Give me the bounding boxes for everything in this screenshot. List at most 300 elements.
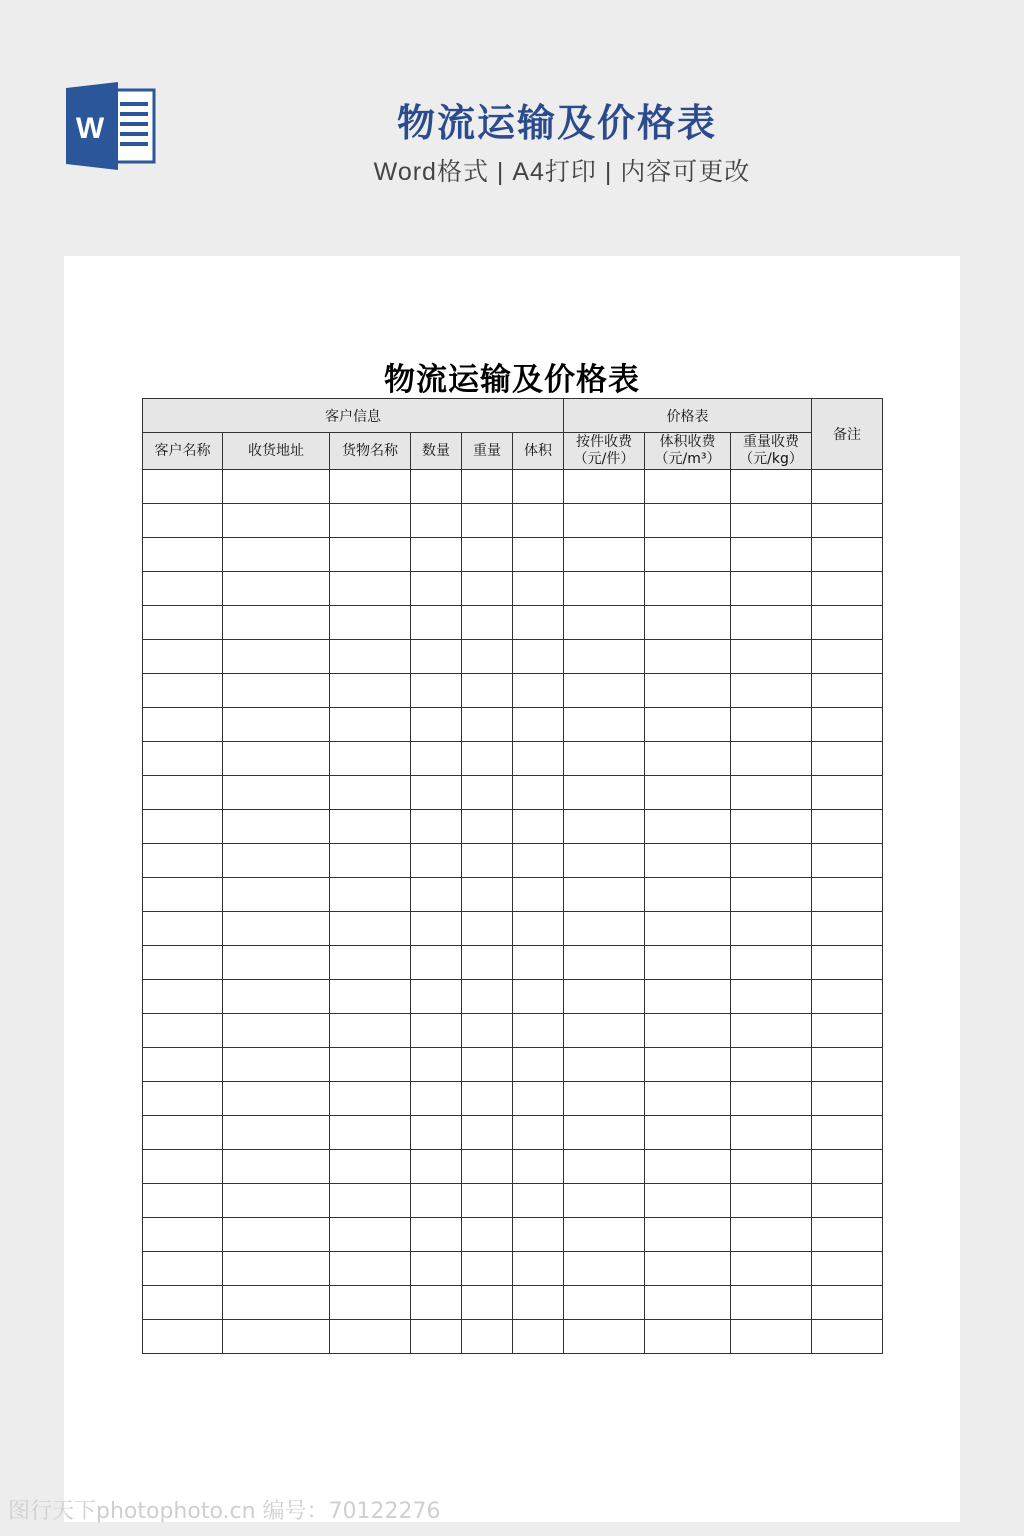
table-cell[interactable] — [223, 946, 330, 980]
table-cell[interactable] — [223, 912, 330, 946]
table-cell[interactable] — [564, 912, 645, 946]
table-cell[interactable] — [462, 776, 513, 810]
table-cell[interactable] — [223, 538, 330, 572]
table-cell[interactable] — [513, 1184, 564, 1218]
table-cell[interactable] — [223, 1014, 330, 1048]
table-cell[interactable] — [564, 946, 645, 980]
column-header-label: 体积收费 — [659, 434, 716, 450]
table-cell[interactable] — [223, 810, 330, 844]
column-header — [411, 433, 462, 470]
table-row — [143, 1014, 883, 1048]
table-cell[interactable] — [731, 1082, 812, 1116]
table-cell[interactable] — [812, 1218, 883, 1252]
table-cell[interactable] — [462, 878, 513, 912]
table-cell[interactable] — [812, 504, 883, 538]
table-cell[interactable] — [731, 742, 812, 776]
table-cell[interactable] — [143, 1286, 223, 1320]
table-cell[interactable] — [143, 810, 223, 844]
table-cell[interactable] — [330, 1252, 411, 1286]
table-cell[interactable] — [411, 470, 462, 504]
table-cell[interactable] — [462, 1150, 513, 1184]
table-cell[interactable] — [731, 810, 812, 844]
table-cell[interactable] — [645, 504, 731, 538]
table-cell[interactable] — [645, 912, 731, 946]
table-cell[interactable] — [411, 912, 462, 946]
table-cell[interactable] — [330, 1048, 411, 1082]
table-cell[interactable] — [411, 742, 462, 776]
table-cell[interactable] — [812, 572, 883, 606]
table-cell[interactable] — [812, 912, 883, 946]
table-cell[interactable] — [564, 776, 645, 810]
table-cell[interactable] — [812, 1150, 883, 1184]
table-row — [143, 708, 883, 742]
column-header — [223, 433, 330, 470]
table-cell[interactable] — [513, 674, 564, 708]
table-cell[interactable] — [223, 1116, 330, 1150]
table-cell[interactable] — [564, 1150, 645, 1184]
table-cell[interactable] — [411, 1116, 462, 1150]
table-cell[interactable] — [143, 742, 223, 776]
table-cell[interactable] — [513, 878, 564, 912]
table-cell[interactable] — [462, 742, 513, 776]
table-cell[interactable] — [462, 1116, 513, 1150]
table-cell[interactable] — [645, 470, 731, 504]
table-cell[interactable] — [330, 742, 411, 776]
table-cell[interactable] — [812, 776, 883, 810]
table-cell[interactable] — [411, 1184, 462, 1218]
table-cell[interactable] — [645, 1048, 731, 1082]
table-cell[interactable] — [330, 708, 411, 742]
table-cell[interactable] — [462, 946, 513, 980]
table-cell[interactable] — [411, 606, 462, 640]
table-cell[interactable] — [513, 470, 564, 504]
table-cell[interactable] — [411, 640, 462, 674]
table-cell[interactable] — [462, 1252, 513, 1286]
table-cell[interactable] — [223, 1082, 330, 1116]
table-cell[interactable] — [411, 1286, 462, 1320]
table-cell[interactable] — [731, 572, 812, 606]
table-cell[interactable] — [645, 674, 731, 708]
table-cell[interactable] — [812, 810, 883, 844]
table-cell[interactable] — [143, 1082, 223, 1116]
table-cell[interactable] — [812, 1082, 883, 1116]
table-cell[interactable] — [462, 504, 513, 538]
table-cell[interactable] — [411, 674, 462, 708]
table-cell[interactable] — [330, 640, 411, 674]
table-cell[interactable] — [513, 844, 564, 878]
table-cell[interactable] — [143, 1252, 223, 1286]
table-cell[interactable] — [462, 980, 513, 1014]
column-header-label: 体积 — [524, 442, 552, 459]
table-cell[interactable] — [223, 470, 330, 504]
table-row — [143, 878, 883, 912]
table-cell[interactable] — [411, 504, 462, 538]
table-cell[interactable] — [731, 1116, 812, 1150]
table-cell[interactable] — [645, 538, 731, 572]
table-cell[interactable] — [223, 1218, 330, 1252]
table-row — [143, 742, 883, 776]
table-cell[interactable] — [645, 844, 731, 878]
table-cell[interactable] — [731, 640, 812, 674]
table-cell[interactable] — [143, 946, 223, 980]
table-cell[interactable] — [462, 810, 513, 844]
table-cell[interactable] — [645, 606, 731, 640]
table-cell[interactable] — [645, 1218, 731, 1252]
table-cell[interactable] — [143, 606, 223, 640]
table-cell[interactable] — [645, 708, 731, 742]
table-cell[interactable] — [731, 1150, 812, 1184]
table-cell[interactable] — [411, 776, 462, 810]
table-cell[interactable] — [143, 776, 223, 810]
table-cell[interactable] — [330, 980, 411, 1014]
table-cell[interactable] — [731, 470, 812, 504]
table-cell[interactable] — [143, 470, 223, 504]
table-cell[interactable] — [143, 538, 223, 572]
column-header-label: 收货地址 — [248, 442, 304, 459]
table-cell[interactable] — [645, 810, 731, 844]
table-cell[interactable] — [812, 1014, 883, 1048]
table-cell[interactable] — [645, 946, 731, 980]
table-cell[interactable] — [223, 742, 330, 776]
table-cell[interactable] — [223, 844, 330, 878]
table-cell[interactable] — [143, 1014, 223, 1048]
table-cell[interactable] — [645, 742, 731, 776]
table-cell[interactable] — [330, 912, 411, 946]
table-cell[interactable] — [143, 640, 223, 674]
table-cell[interactable] — [513, 1082, 564, 1116]
table-cell[interactable] — [462, 1286, 513, 1320]
table-cell[interactable] — [564, 742, 645, 776]
table-cell[interactable] — [462, 1014, 513, 1048]
table-cell[interactable] — [564, 844, 645, 878]
column-header-unit: （元/kg） — [739, 451, 803, 467]
table-cell[interactable] — [513, 946, 564, 980]
table-cell[interactable] — [564, 504, 645, 538]
table-cell[interactable] — [462, 606, 513, 640]
watermark: 图行天下photophoto.cn 编号：70122276 — [8, 1499, 441, 1524]
table-cell[interactable] — [411, 844, 462, 878]
column-header — [143, 433, 223, 470]
table-cell[interactable] — [645, 776, 731, 810]
table-cell[interactable] — [731, 878, 812, 912]
table-cell[interactable] — [223, 776, 330, 810]
table-cell[interactable] — [645, 572, 731, 606]
column-header-label: 按件收费 — [576, 434, 632, 450]
table-cell[interactable] — [143, 1150, 223, 1184]
table-cell[interactable] — [812, 470, 883, 504]
table-cell[interactable] — [223, 572, 330, 606]
table-cell[interactable] — [223, 1048, 330, 1082]
table-cell[interactable] — [411, 878, 462, 912]
table-cell[interactable] — [812, 1286, 883, 1320]
column-header — [330, 433, 411, 470]
table-cell[interactable] — [731, 708, 812, 742]
table-cell[interactable] — [564, 1218, 645, 1252]
table-cell[interactable] — [330, 470, 411, 504]
table-cell[interactable] — [330, 1014, 411, 1048]
table-cell[interactable] — [564, 980, 645, 1014]
table-cell[interactable] — [513, 538, 564, 572]
table-cell[interactable] — [411, 1218, 462, 1252]
table-cell[interactable] — [223, 1184, 330, 1218]
table-cell[interactable] — [564, 810, 645, 844]
table-row — [143, 1252, 883, 1286]
table-cell[interactable] — [564, 1116, 645, 1150]
table-cell[interactable] — [564, 708, 645, 742]
table-cell[interactable] — [411, 1048, 462, 1082]
table-cell[interactable] — [731, 606, 812, 640]
table-cell[interactable] — [223, 606, 330, 640]
table-cell[interactable] — [645, 980, 731, 1014]
table-cell[interactable] — [143, 844, 223, 878]
table-row — [143, 946, 883, 980]
table-cell[interactable] — [513, 742, 564, 776]
table-cell[interactable] — [564, 1014, 645, 1048]
column-header-label: 数量 — [422, 442, 450, 459]
table-cell[interactable] — [330, 504, 411, 538]
table-cell[interactable] — [223, 1150, 330, 1184]
table-cell[interactable] — [513, 1252, 564, 1286]
table-cell[interactable] — [731, 980, 812, 1014]
table-cell[interactable] — [223, 1252, 330, 1286]
table-cell[interactable] — [330, 1150, 411, 1184]
table-cell[interactable] — [462, 640, 513, 674]
page-title: 物流运输及价格表 — [396, 103, 717, 145]
column-header — [645, 433, 731, 470]
table-cell[interactable] — [564, 674, 645, 708]
table-cell[interactable] — [330, 1286, 411, 1320]
table-cell[interactable] — [812, 1184, 883, 1218]
table-cell[interactable] — [731, 844, 812, 878]
table-cell[interactable] — [731, 946, 812, 980]
table-cell[interactable] — [330, 946, 411, 980]
table-cell[interactable] — [731, 1218, 812, 1252]
table-cell[interactable] — [731, 538, 812, 572]
table-cell[interactable] — [411, 946, 462, 980]
column-header-remarks: 备注 — [812, 399, 883, 470]
table-cell[interactable] — [731, 1184, 812, 1218]
table-cell[interactable] — [564, 1320, 645, 1354]
table-cell[interactable] — [143, 1116, 223, 1150]
table-cell[interactable] — [564, 572, 645, 606]
table-cell[interactable] — [330, 1320, 411, 1354]
table-cell[interactable] — [143, 912, 223, 946]
table-cell[interactable] — [462, 674, 513, 708]
table-cell[interactable] — [143, 674, 223, 708]
table-row — [143, 1048, 883, 1082]
table-cell[interactable] — [223, 878, 330, 912]
table-cell[interactable] — [462, 572, 513, 606]
table-cell[interactable] — [812, 946, 883, 980]
table-cell[interactable] — [812, 708, 883, 742]
table-cell[interactable] — [462, 708, 513, 742]
table-cell[interactable] — [731, 674, 812, 708]
table-cell[interactable] — [564, 1286, 645, 1320]
table-cell[interactable] — [645, 640, 731, 674]
table-cell[interactable] — [812, 980, 883, 1014]
table-row — [143, 572, 883, 606]
table-row — [143, 980, 883, 1014]
table-cell[interactable] — [812, 878, 883, 912]
table-cell[interactable] — [223, 708, 330, 742]
column-header — [731, 433, 812, 470]
table-cell[interactable] — [513, 1218, 564, 1252]
table-cell[interactable] — [411, 1150, 462, 1184]
table-cell[interactable] — [411, 1252, 462, 1286]
table-cell[interactable] — [411, 980, 462, 1014]
table-cell[interactable] — [731, 912, 812, 946]
table-cell[interactable] — [513, 912, 564, 946]
table-cell[interactable] — [143, 572, 223, 606]
table-cell[interactable] — [812, 1116, 883, 1150]
table-cell[interactable] — [462, 538, 513, 572]
table-cell[interactable] — [411, 810, 462, 844]
table-row — [143, 606, 883, 640]
table-row — [143, 776, 883, 810]
table-cell[interactable] — [564, 1082, 645, 1116]
table-cell[interactable] — [513, 1014, 564, 1048]
table-cell[interactable] — [330, 674, 411, 708]
column-header-label: 货物名称 — [342, 442, 398, 459]
table-cell[interactable] — [645, 1184, 731, 1218]
table-cell[interactable] — [330, 810, 411, 844]
table-cell[interactable] — [564, 470, 645, 504]
table-cell[interactable] — [223, 1286, 330, 1320]
table-cell[interactable] — [330, 844, 411, 878]
column-header-unit: （元/m³） — [654, 451, 721, 467]
table-cell[interactable] — [645, 1286, 731, 1320]
table-cell[interactable] — [564, 1184, 645, 1218]
document-title: 物流运输及价格表 — [384, 362, 640, 397]
table-cell[interactable] — [462, 1218, 513, 1252]
table-cell[interactable] — [462, 470, 513, 504]
table-cell[interactable] — [411, 572, 462, 606]
table-cell[interactable] — [645, 1150, 731, 1184]
table-cell[interactable] — [513, 1048, 564, 1082]
table-cell[interactable] — [330, 1218, 411, 1252]
column-header — [462, 433, 513, 470]
table-cell[interactable] — [411, 1320, 462, 1354]
table-cell[interactable] — [330, 606, 411, 640]
table-cell[interactable] — [731, 1048, 812, 1082]
table-cell[interactable] — [812, 1048, 883, 1082]
table-cell[interactable] — [731, 1014, 812, 1048]
table-cell[interactable] — [143, 980, 223, 1014]
table-cell[interactable] — [513, 1150, 564, 1184]
table-cell[interactable] — [645, 1252, 731, 1286]
table-cell[interactable] — [513, 776, 564, 810]
table-cell[interactable] — [731, 504, 812, 538]
table-cell[interactable] — [143, 1320, 223, 1354]
table-cell[interactable] — [513, 1116, 564, 1150]
table-cell[interactable] — [645, 1320, 731, 1354]
table-cell[interactable] — [223, 1320, 330, 1354]
table-cell[interactable] — [564, 538, 645, 572]
table-cell[interactable] — [330, 878, 411, 912]
table-cell[interactable] — [223, 504, 330, 538]
table-cell[interactable] — [564, 878, 645, 912]
table-cell[interactable] — [513, 640, 564, 674]
table-cell[interactable] — [513, 504, 564, 538]
table-cell[interactable] — [462, 844, 513, 878]
table-row — [143, 470, 883, 504]
table-row — [143, 504, 883, 538]
table-cell[interactable] — [513, 708, 564, 742]
column-header — [564, 433, 645, 470]
table-cell[interactable] — [330, 572, 411, 606]
table-cell[interactable] — [411, 1082, 462, 1116]
table-cell[interactable] — [812, 538, 883, 572]
table-cell[interactable] — [330, 776, 411, 810]
table-cell[interactable] — [143, 1048, 223, 1082]
table-cell[interactable] — [645, 878, 731, 912]
table-cell[interactable] — [330, 1116, 411, 1150]
table-cell[interactable] — [645, 1082, 731, 1116]
table-cell[interactable] — [645, 1014, 731, 1048]
table-cell[interactable] — [411, 1014, 462, 1048]
table-cell[interactable] — [812, 1252, 883, 1286]
table-cell[interactable] — [513, 1320, 564, 1354]
table-cell[interactable] — [330, 1184, 411, 1218]
column-header-label: 重量收费 — [743, 434, 799, 450]
table-cell[interactable] — [812, 1320, 883, 1354]
table-cell[interactable] — [223, 980, 330, 1014]
column-header — [513, 433, 564, 470]
table-cell[interactable] — [462, 1082, 513, 1116]
table-row — [143, 1150, 883, 1184]
table-cell[interactable] — [513, 810, 564, 844]
table-cell[interactable] — [223, 674, 330, 708]
table-cell[interactable] — [564, 606, 645, 640]
table-cell[interactable] — [731, 1286, 812, 1320]
table-cell[interactable] — [513, 572, 564, 606]
table-cell[interactable] — [143, 504, 223, 538]
table-cell[interactable] — [330, 1082, 411, 1116]
table-cell[interactable] — [731, 1252, 812, 1286]
table-cell[interactable] — [812, 606, 883, 640]
table-cell[interactable] — [143, 878, 223, 912]
table-cell[interactable] — [513, 606, 564, 640]
table-cell[interactable] — [143, 708, 223, 742]
table-cell[interactable] — [143, 1184, 223, 1218]
table-row — [143, 844, 883, 878]
table-cell[interactable] — [330, 538, 411, 572]
table-cell[interactable] — [812, 844, 883, 878]
table-cell[interactable] — [462, 1320, 513, 1354]
table-cell[interactable] — [812, 742, 883, 776]
table-cell[interactable] — [462, 1048, 513, 1082]
table-cell[interactable] — [513, 980, 564, 1014]
table-cell[interactable] — [645, 1116, 731, 1150]
column-header-unit: （元/件） — [573, 451, 635, 467]
table-cell[interactable] — [143, 1218, 223, 1252]
table-cell[interactable] — [731, 776, 812, 810]
table-cell[interactable] — [564, 1252, 645, 1286]
table-cell[interactable] — [812, 674, 883, 708]
table-cell[interactable] — [564, 640, 645, 674]
table-cell[interactable] — [462, 1184, 513, 1218]
table-cell[interactable] — [513, 1286, 564, 1320]
table-cell[interactable] — [731, 1320, 812, 1354]
table-cell[interactable] — [564, 1048, 645, 1082]
table-cell[interactable] — [223, 640, 330, 674]
logistics-price-table — [142, 398, 883, 1354]
table-cell[interactable] — [812, 640, 883, 674]
table-cell[interactable] — [462, 912, 513, 946]
table-cell[interactable] — [411, 538, 462, 572]
table-row — [143, 1116, 883, 1150]
table-cell[interactable] — [411, 708, 462, 742]
